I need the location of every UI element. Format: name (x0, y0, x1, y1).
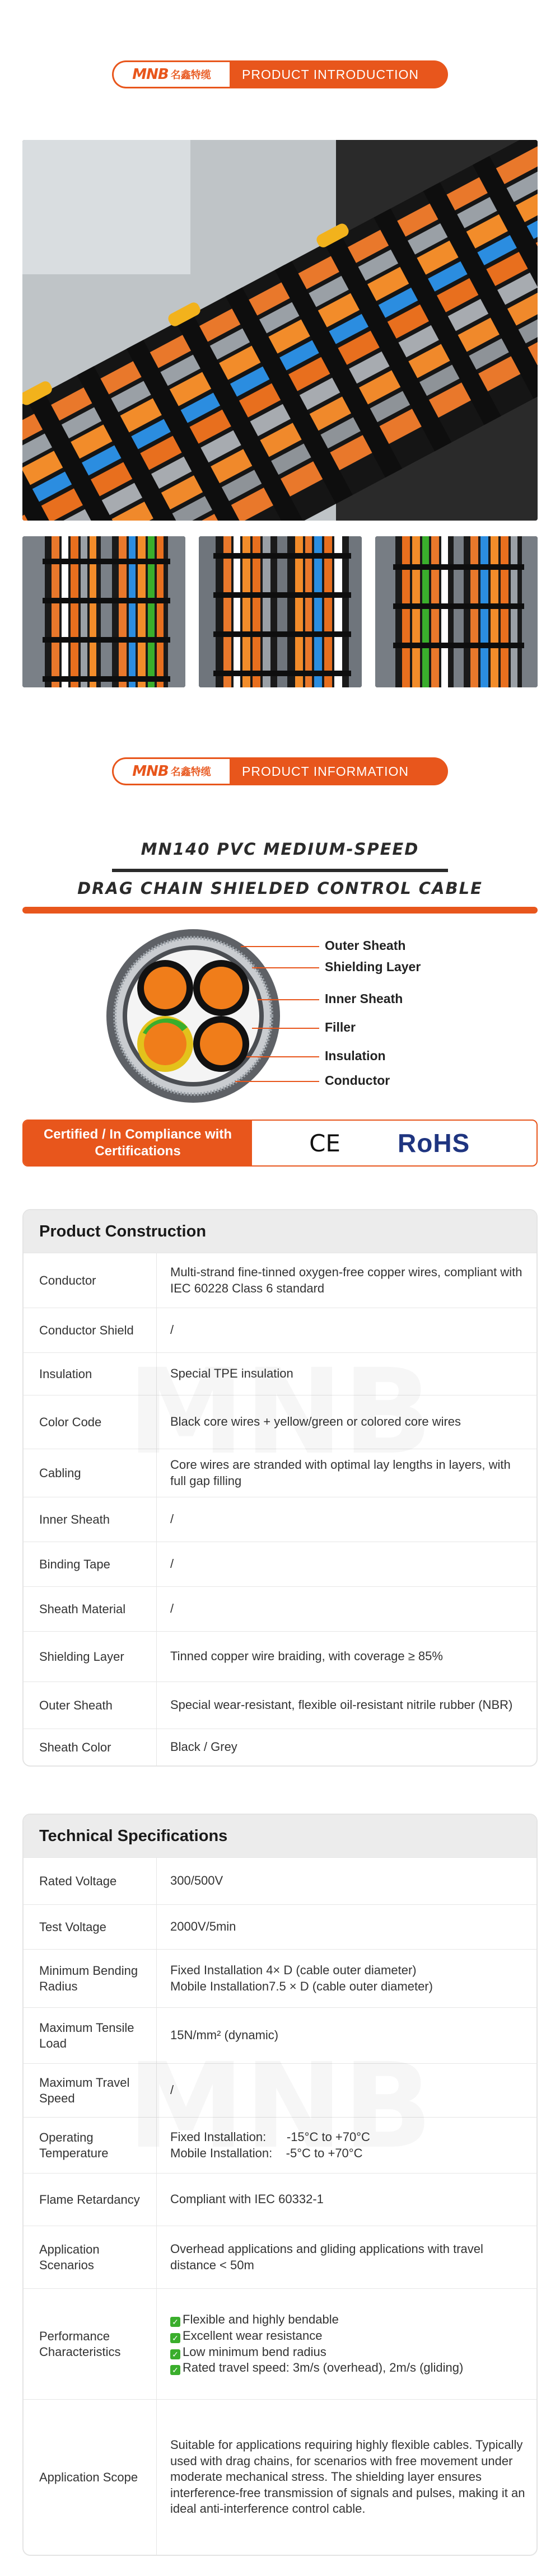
bend-radius-mobile: Mobile Installation7.5 × D (cable outer diameter) (170, 1979, 433, 1993)
checkmark-icon: ✓ (170, 2365, 180, 2375)
table-row (24, 1682, 536, 1729)
certification-bar (22, 1120, 538, 1167)
cable-cross-section-diagram (104, 926, 283, 1106)
brand-logo (112, 60, 230, 88)
row-value: Overhead applications and gliding applications with travel distance < 50m (170, 2241, 483, 2272)
checkmark-icon: ✓ (170, 2333, 180, 2343)
cable-detail-illustration (375, 536, 538, 687)
section-banner-introduction (112, 60, 448, 88)
certification-label: Certified / In Compliance with Certifications (24, 1121, 252, 1165)
table-row (24, 1904, 536, 1949)
layer-label-inner-sheath: Inner Sheath (325, 991, 403, 1006)
row-value: 2000V/5min (170, 1919, 236, 1934)
section-banner-information (112, 757, 448, 785)
row-value (157, 2118, 536, 2173)
bend-radius-fixed: Fixed Installation 4× D (cable outer diameter) (170, 1963, 417, 1977)
temp-fixed: Fixed Installation: -15°C to +70°C (170, 2129, 370, 2144)
table-row (24, 2288, 536, 2399)
row-value: / (170, 1601, 174, 1616)
table-row (24, 1395, 536, 1449)
row-key: Flame Retardancy (24, 2174, 157, 2226)
detail-photo-2 (199, 536, 362, 687)
checkmark-icon: ✓ (170, 2317, 180, 2327)
section-title: PRODUCT INFORMATION (230, 757, 448, 785)
leader-line (235, 1081, 319, 1082)
logo-latin: MNB (132, 763, 169, 780)
layer-label-insulation: Insulation (325, 1048, 386, 1063)
table-row (24, 1542, 536, 1586)
table-title: Technical Specifications (24, 1815, 536, 1857)
layer-label-filler: Filler (325, 1020, 356, 1034)
brand-logo (112, 757, 230, 785)
table-row (24, 1449, 536, 1497)
row-value: 300/500V (170, 1874, 223, 1888)
drag-chain-illustration (22, 140, 538, 521)
row-value (157, 1950, 536, 2007)
row-key: Cabling (24, 1449, 157, 1497)
logo-latin: MNB (132, 66, 169, 83)
checkmark-icon: ✓ (170, 2349, 180, 2359)
row-value (157, 2289, 536, 2399)
row-key: Sheath Material (24, 1587, 157, 1631)
table-row (24, 2117, 536, 2173)
rohs-mark: RoHS (398, 1128, 470, 1158)
table-row (24, 2063, 536, 2117)
row-value: / (170, 1557, 174, 1571)
row-key: Color Code (24, 1395, 157, 1449)
row-value: Black / Grey (170, 1740, 237, 1754)
row-value: / (170, 1323, 174, 1337)
table-row (24, 1949, 536, 2007)
detail-photo-3 (375, 536, 538, 687)
leader-line (252, 967, 319, 968)
row-key: Conductor (24, 1253, 157, 1308)
row-value: Multi-strand fine-tinned oxygen-free copper wires, compliant with IEC 60228 Class 6 standard (170, 1264, 522, 1295)
table-row (24, 1586, 536, 1631)
leader-line (246, 1056, 319, 1057)
logo-cn: 名鑫特缆 (170, 766, 211, 778)
row-value: Compliant with IEC 60332-1 (170, 2192, 324, 2207)
table-title: Product Construction (24, 1210, 536, 1253)
feature-item: ✓ Low minimum bend radius (170, 2344, 525, 2360)
row-key: Rated Voltage (24, 1858, 157, 1904)
row-value: 15N/mm² (dynamic) (170, 2028, 279, 2043)
table-row (24, 2226, 536, 2288)
row-value: / (170, 2083, 174, 2097)
row-key: Application Scope (24, 2400, 157, 2555)
layer-label-outer-sheath: Outer Sheath (325, 938, 406, 953)
row-key: Maximum Travel Speed (24, 2064, 157, 2117)
logo-cn: 名鑫特缆 (170, 69, 211, 81)
row-key: Insulation (24, 1353, 157, 1395)
row-value: Suitable for applications requiring highly flexible cables. Typically used with drag chains, for scenarios with free movement under moderate mechanical stress. The shielding layer ensures interference-free transmission of signals and pulses, making it an ideal anti-interference control cable. (170, 2438, 525, 2516)
table-row (24, 1308, 536, 1352)
leader-line (241, 946, 319, 947)
table-row (24, 1352, 536, 1395)
row-key: Binding Tape (24, 1542, 157, 1586)
row-key: Maximum Tensile Load (24, 2008, 157, 2063)
table-row (24, 2007, 536, 2063)
technical-specifications-table (22, 1814, 538, 2556)
product-construction-table (22, 1209, 538, 1767)
table-row (24, 2399, 536, 2555)
feature-item: ✓ Flexible and highly bendable (170, 2312, 525, 2328)
detail-photo-1 (22, 536, 185, 687)
row-key: Shielding Layer (24, 1632, 157, 1682)
table-row (24, 1497, 536, 1542)
row-key: Minimum Bending Radius (24, 1950, 157, 2007)
leader-line (252, 1028, 319, 1029)
feature-item: ✓ Excellent wear resistance (170, 2328, 525, 2344)
row-value: Special wear-resistant, flexible oil-resistant nitrile rubber (NBR) (170, 1698, 513, 1712)
row-key: Operating Temperature (24, 2118, 157, 2173)
cable-detail-illustration (22, 536, 185, 687)
row-key: Application Scenarios (24, 2226, 157, 2288)
row-value: Special TPE insulation (170, 1366, 293, 1381)
table-row (24, 1729, 536, 1765)
layer-label-shielding-layer: Shielding Layer (325, 959, 421, 974)
feature-item: ✓ Rated travel speed: 3m/s (overhead), 2m/s (gliding) (170, 2360, 525, 2376)
title-underline (22, 907, 538, 914)
row-key: Outer Sheath (24, 1682, 157, 1729)
table-row (24, 1253, 536, 1308)
section-title: PRODUCT INTRODUCTION (230, 60, 448, 88)
row-key: Inner Sheath (24, 1497, 157, 1542)
title-divider (112, 869, 448, 872)
table-row (24, 1631, 536, 1682)
ce-mark: CE (309, 1129, 340, 1157)
cable-detail-illustration (199, 536, 362, 687)
main-product-photo (22, 140, 538, 521)
layer-label-conductor: Conductor (325, 1073, 390, 1088)
row-key: Conductor Shield (24, 1308, 157, 1352)
table-row (24, 2173, 536, 2226)
product-title-line2: DRAG CHAIN SHIELDED CONTROL CABLE (77, 879, 483, 898)
row-key: Sheath Color (24, 1729, 157, 1765)
row-key: Performance Characteristics (24, 2289, 157, 2399)
temp-mobile: Mobile Installation: -5°C to +70°C (170, 2146, 363, 2160)
row-value: Core wires are stranded with optimal lay lengths in layers, with full gap filling (170, 1457, 511, 1488)
row-value: Tinned copper wire braiding, with coverage ≥ 85% (170, 1649, 443, 1664)
row-key: Test Voltage (24, 1905, 157, 1949)
leader-line (258, 999, 319, 1000)
table-row (24, 1857, 536, 1904)
row-value: / (170, 1512, 174, 1526)
product-title-line1: MN140 PVC MEDIUM-SPEED (141, 840, 419, 859)
row-value: Black core wires + yellow/green or colored core wires (170, 1415, 461, 1429)
